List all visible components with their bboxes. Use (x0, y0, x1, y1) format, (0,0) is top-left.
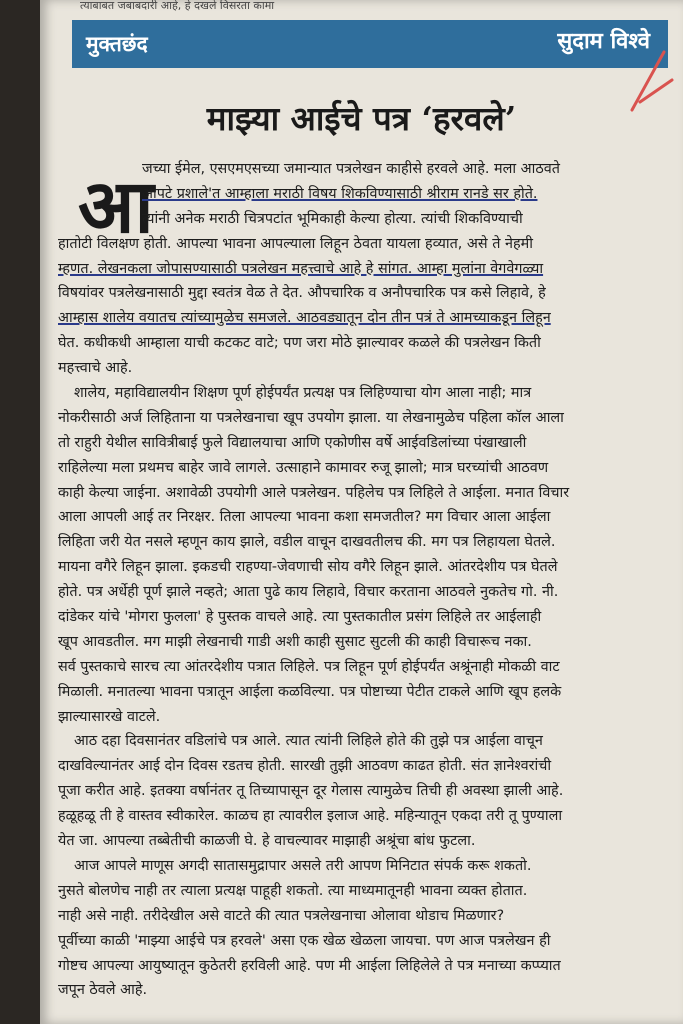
article-line: होते. पत्र अर्धेही पूर्ण झाले नव्हते; आता पुढे काय लिहावे, विचार करताना आठवले नुकतेच गो. नी. (58, 584, 559, 601)
article-line: खूप आवडतील. मग माझी लेखनाची गाडी अशी काही सुसाट सुटली की काही विचारूच नका. (58, 633, 532, 650)
column-name: मुक्तछंद (86, 32, 148, 56)
article-line: दाखविल्यानंतर आई दोन दिवस रडतच होती. सारखी तुझी आठवण काढत होती. संत ज्ञानेश्वरांची (58, 758, 552, 775)
column-banner (72, 20, 668, 68)
article-line: येत जा. आपल्या तब्बेतीची काळजी घे. हे वाचल्यावर माझाही अश्रूंचा बांध फुटला. (58, 833, 476, 850)
article-line: काही केल्या जाईना. अशावेळी उपयोगी आले पत्रलेखन. पहिलेच पत्र लिहिले ते आईला. मनात विचार (58, 484, 570, 501)
author-name: सुदाम विश्वे (557, 29, 650, 54)
article-line: राहिलेल्या मला प्रथमच बाहेर जावे लागले. उत्साहाने कामावर रुजू झालो; मात्र घरच्यांची आठवण (58, 459, 549, 476)
article-line: नुसते बोलणेच नाही तर त्याला प्रत्यक्ष पाहूही शकतो. त्या माध्यमातूनही भावना व्यक्त होतात. (58, 882, 528, 899)
article-line: आम्हास शालेय वयातच त्यांच्यामुळेच समजले. आठवड्यातून दोन तीन पत्रं ते आमच्याकडून लिहून (58, 310, 551, 327)
article-line: नाही असे नाही. तरीदेखील असे वाटते की त्यात पत्रलेखनाचा ओलावा थोडाच मिळणार? (58, 907, 505, 924)
article-line: झाल्यासारखे वाटले. (58, 708, 161, 725)
article-line: दांडेकर यांचे 'मोगरा फुलला' हे पुस्तक वाचले आहे. त्या पुस्तकातील प्रसंग लिहिले तर आईलाही (58, 609, 542, 626)
article-line: घेत. कधीकधी आम्हाला याची कटकट वाटे; पण जरा मोठे झाल्यावर कळले की पत्रलेखन किती (58, 335, 541, 352)
article-line: लिहिता जरी येत नसले म्हणून काय झाले, वडील वाचून दाखवतीलच की. मग पत्र लिहायला घेतले. (58, 534, 556, 551)
article-line: मिळाली. मनातल्या भावना पत्रातून आईला कळविल्या. पत्र पोष्टाच्या पेटीत टाकले आणि खूप हलके (58, 683, 562, 700)
article-line: हळूहळू ती हे वास्तव स्वीकारेल. काळच हा त्यावरील इलाज आहे. महिन्यातून एकदा तरी तू पुण्याला (58, 808, 563, 825)
article-line: हातोटी विलक्षण होती. आपल्या भावना आपल्याला लिहून ठेवता यायला हव्यात, असे ते नेहमी (58, 235, 533, 252)
article-line: त्यांनी अनेक मराठी चित्रपटांत भूमिकाही केल्या होत्या. त्यांची शिकविण्याची (142, 210, 523, 227)
article-line: आज आपले माणूस अगदी सातासमुद्रापार असले तरी आपण मिनिटात संपर्क करू शकतो. (74, 857, 532, 874)
article-line: पूजा करीत आहे. इतक्या वर्षानंतर तू तिच्यापासून दूर गेलास त्यामुळेच तिची ही अवस्था झाली आहे. (58, 783, 564, 800)
article-line: मायना वगैरे लिहून झाला. इकडची राहण्या-जेवणाची सोय वगैरे लिहून झाले. आंतरदेशीय पत्र घेतले (58, 559, 558, 576)
article-line: आठ दहा दिवसानंतर वडिलांचे पत्र आले. त्यात त्यांनी लिहिले होते की तुझे पत्र आईला वाचून (74, 733, 543, 750)
article-line: पूर्वीच्या काळी 'माझ्या आईचे पत्र हरवले' असा एक खेळ खेळला जायचा. पण आज पत्रलेखन ही (58, 932, 551, 949)
article-line: जपून ठेवले आहे. (58, 982, 148, 999)
newspaper-clipping (40, 0, 683, 1024)
article-line: सर्व पुस्तकाचे सारच त्या आंतरदेशीय पत्रात लिहिले. पत्र लिहून पूर्ण होईपर्यंत अश्रूंनाही मोकळी वाट (58, 658, 560, 675)
article-line: आपटे प्रशाले'त आम्हाला मराठी विषय शिकविण्यासाठी श्रीराम रानडे सर होते. (142, 185, 538, 202)
article-line: म्हणत. लेखनकला जोपासण्यासाठी पत्रलेखन महत्त्वाचे आहे हे सांगत. आम्हा मुलांना वेगवेगळ्या (58, 260, 544, 277)
article-line: जच्या ईमेल, एसएमएसच्या जमान्यात पत्रलेखन काहीसे हरवले आहे. मला आठवते (142, 161, 560, 177)
article-line: शालेय, महाविद्यालयीन शिक्षण पूर्ण होईपर्यंत प्रत्यक्ष पत्र लिहिण्याचा योग आला नाही; मात्र (74, 385, 532, 402)
drop-cap: आ (78, 164, 154, 250)
article-line: नोकरीसाठी अर्ज लिहिताना या पत्रलेखनाचा खूप उपयोग झाला. या लेखनामुळेच पहिला कॉल आला (58, 409, 564, 426)
article-line: गोष्टच आपल्या आयुष्यातून कुठेतरी हरविली आहे. पण मी आईला लिहिलेले ते पत्र मनाच्या कप्प्यात (58, 957, 561, 974)
top-fragment-text: त्याबाबत जबाबदारी आहे, हे दखले विसरता कामा (80, 0, 275, 12)
article-line: आला आपली आई तर निरक्षर. तिला आपल्या भावना कशा समजतील? मग विचार आला आईला (58, 509, 551, 526)
article-line: विषयांवर पत्रलेखनासाठी मुद्दा स्वतंत्र वेळ ते देत. औपचारिक व अनौपचारिक पत्र कसे लिहावे, हे (58, 285, 546, 302)
article-headline: माझ्या आईचे पत्र ‘हरवले’ (206, 99, 517, 138)
article-line: तो राहुरी येथील सावित्रीबाई फुले विद्यालयाचा आणि एकोणीस वर्षे आईवडिलांच्या पंखाखाली (58, 434, 527, 451)
article-line: महत्त्वाचे आहे. (58, 360, 133, 377)
article-body (58, 150, 648, 1003)
